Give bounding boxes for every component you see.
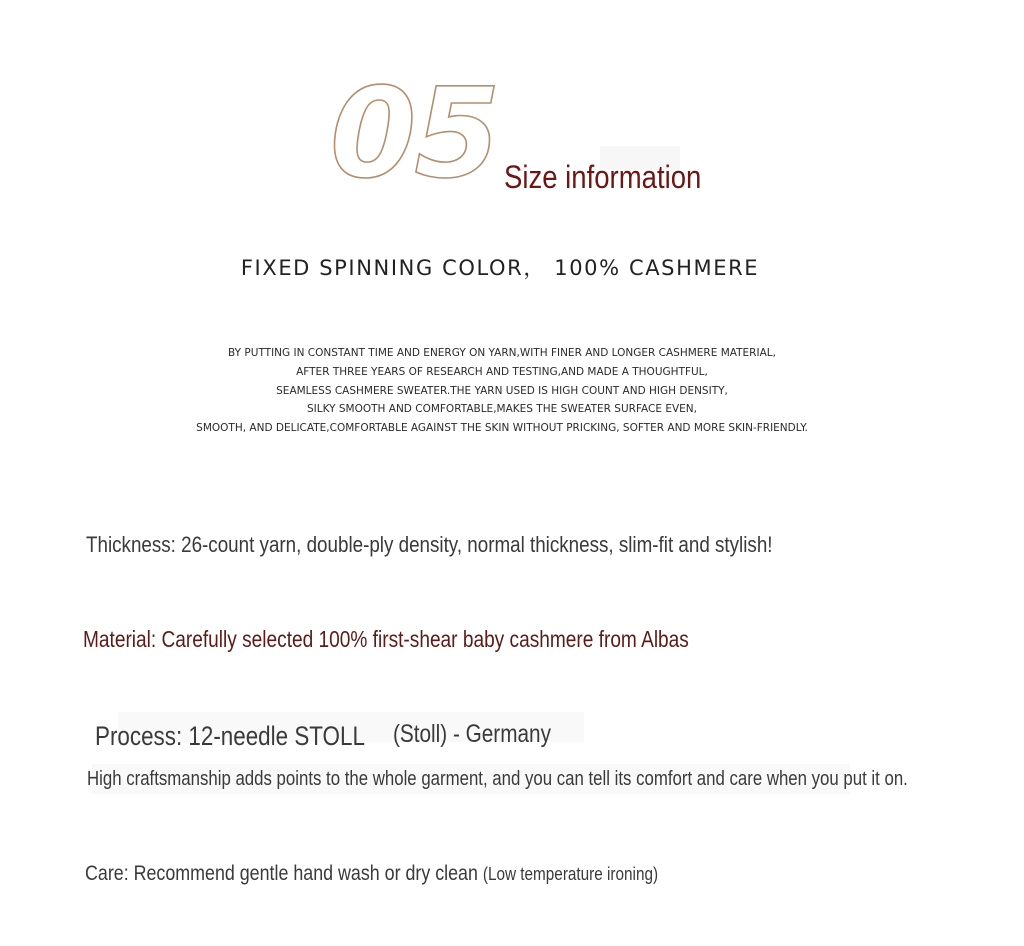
spec-material: Material: Carefully selected 100% first-shear baby cashmere from Albas bbox=[83, 626, 689, 652]
intro-line: SEAMLESS CASHMERE SWEATER.THE YARN USED IS HIGH COUNT AND HIGH DENSITY, bbox=[276, 384, 728, 397]
section-number: 05 bbox=[330, 62, 499, 206]
intro-line: AFTER THREE YEARS OF RESEARCH AND TESTING,AND MADE A THOUGHTFUL, bbox=[296, 365, 708, 378]
spec-care bbox=[85, 862, 658, 886]
intro-line: BY PUTTING IN CONSTANT TIME AND ENERGY ON YARN,WITH FINER AND LONGER CASHMERE MATERIAL, bbox=[228, 347, 776, 359]
care-text: Care: Recommend gentle hand wash or dry clean bbox=[85, 862, 478, 885]
spec-process: Process: 12-needle STOLL bbox=[95, 721, 365, 751]
spec-process-origin: (Stoll) - Germany bbox=[393, 720, 551, 748]
subheading: FIXED SPINNING COLOR， 100% CASHMERE bbox=[240, 256, 760, 280]
spec-thickness: Thickness: 26-count yarn, double-ply density, normal thickness, slim-fit and stylish! bbox=[86, 532, 773, 557]
section-title: Size information bbox=[504, 159, 702, 195]
intro-paragraph bbox=[0, 344, 1004, 438]
spec-craftsmanship: High craftsmanship adds points to the whole garment, and you can tell its comfort and care when you put it on. bbox=[87, 768, 908, 790]
intro-line: SILKY SMOOTH AND COMFORTABLE,MAKES THE SWEATER SURFACE EVEN, bbox=[307, 403, 697, 416]
care-note: (Low temperature ironing) bbox=[482, 864, 659, 884]
intro-line: SMOOTH, AND DELICATE,COMFORTABLE AGAINST THE SKIN WITHOUT PRICKING, SOFTER AND MORE SKIN-FRIENDLY. bbox=[196, 422, 808, 435]
